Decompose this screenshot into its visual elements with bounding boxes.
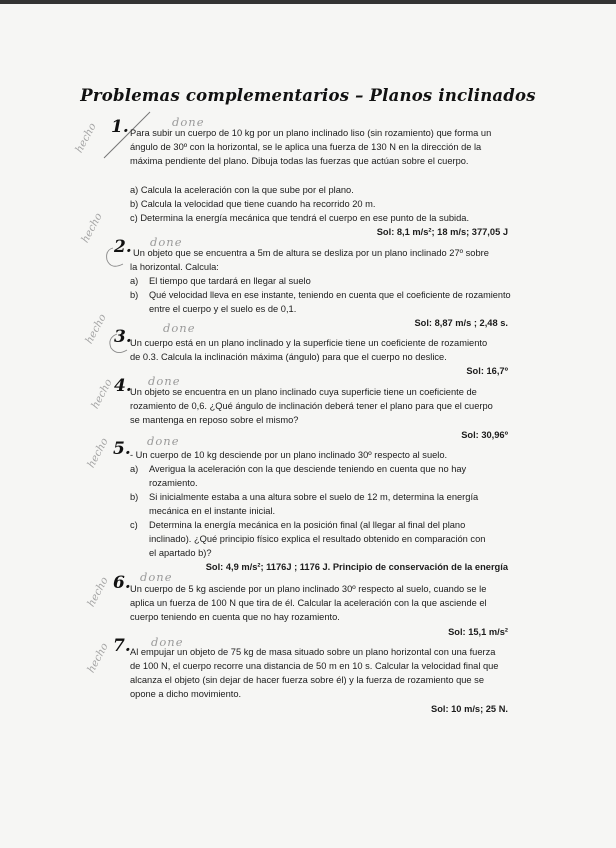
problem-5-item-a-cont: rozamiento. <box>149 478 198 488</box>
problem-2-label-b: b) <box>130 290 139 300</box>
handwritten-hecho-6: hecho <box>85 575 111 609</box>
problem-5-item-c-cont-2: el apartado b)? <box>149 548 212 558</box>
problem-2-item-b-cont: entre el cuerpo y el suelo es de 0,1. <box>149 304 297 314</box>
problem-7-line-2: de 100 N, el cuerpo recorre una distancia de 50 m en 10 s. Calcular la velocidad final que <box>130 661 499 671</box>
problem-2-line-1: Un objeto que se encuentra a 5m de altura se desliza por un plano inclinado 27º sobre <box>133 248 489 258</box>
problem-7-line-1: Al empujar un objeto de 75 kg de masa situado sobre un plano horizontal con una fuerza <box>130 647 496 657</box>
handwritten-done-3: done <box>163 321 196 335</box>
problem-number-7: 7. <box>113 636 131 656</box>
problem-1-solution: Sol: 8,1 m/s²; 18 m/s; 377,05 J <box>376 227 508 237</box>
problem-5-line-1: - Un cuerpo de 10 kg desciende por un plano inclinado 30º respecto al suelo. <box>130 450 448 460</box>
problem-5-item-b: Si inicialmente estaba a una altura sobre el suelo de 12 m, determina la energía <box>149 492 479 502</box>
handwritten-hecho-1: hecho <box>73 121 99 155</box>
page-title: Problemas complementarios – Planos inclinados <box>80 86 536 105</box>
problem-6-line-3: cuerpo teniendo en cuenta que no hay rozamiento. <box>130 612 340 622</box>
problem-5-item-c: Determina la energía mecánica en la posición final (al llegar al final del plano <box>149 520 466 530</box>
problem-3-line-2: de 0.3. Calcula la inclinación máxima (ángulo) para que el cuerpo no deslice. <box>130 352 447 362</box>
problem-number-6: 6. <box>113 573 131 593</box>
problem-1-item-c: c) Determina la energía mecánica que tendrá el cuerpo en ese punto de la subida. <box>130 213 470 223</box>
problem-4-line-1: Un objeto se encuentra en un plano inclinado cuya superficie tiene un coeficiente de <box>130 387 477 397</box>
problem-number-3: 3. <box>114 327 132 347</box>
problem-1-line-1: Para subir un cuerpo de 10 kg por un plano inclinado liso (sin rozamiento) que forma un <box>130 128 492 138</box>
problem-number-5: 5. <box>113 439 131 459</box>
problem-7-line-3: alcanza el objeto (sin dejar de hacer fuerza sobre él) y la fuerza de rozamiento que se <box>130 675 484 685</box>
handwritten-hecho-2: hecho <box>79 211 105 245</box>
problem-6-solution: Sol: 15,1 m/s² <box>448 627 508 637</box>
problem-5-label-b: b) <box>130 492 139 502</box>
problem-5-item-a: Averigua la aceleración con la que desciende teniendo en cuenta que no hay <box>149 464 467 474</box>
handwritten-hecho-3: hecho <box>83 312 109 346</box>
problem-7-line-4: opone a dicho movimiento. <box>130 689 242 699</box>
problem-6-line-2: aplica un fuerza de 100 N que tira de él. Calcular la aceleración con la que asciende el <box>130 598 487 608</box>
problem-number-2: 2. <box>114 237 132 257</box>
problem-1-line-3: máxima pendiente del plano. Dibuja todas las fuerzas que actúan sobre el cuerpo. <box>130 156 469 166</box>
problem-4-line-2: rozamiento de 0,6. ¿Qué ángulo de inclinación deberá tener el plano para que el cuerpo <box>130 401 493 411</box>
problem-3-line-1: Un cuerpo está en un plano inclinado y la superficie tiene un coeficiente de rozamiento <box>130 338 488 348</box>
problem-2-line-2: la horizontal. Calcula: <box>130 262 219 272</box>
problem-4-solution: Sol: 30,96º <box>461 430 508 440</box>
handwritten-done-1: done <box>172 115 205 129</box>
problem-5-label-c: c) <box>130 520 138 530</box>
problem-4-line-3: se mantenga en reposo sobre el mismo? <box>130 415 299 425</box>
problem-2-solution: Sol: 8,87 m/s ; 2,48 s. <box>414 318 508 328</box>
handwritten-done-7: done <box>151 635 184 649</box>
handwritten-done-2: done <box>150 235 183 249</box>
problem-1-item-a: a) Calcula la aceleración con la que sube por el plano. <box>130 185 354 195</box>
handwritten-hecho-5: hecho <box>85 436 111 470</box>
problem-6-line-1: Un cuerpo de 5 kg asciende por un plano inclinado 30º respecto al suelo, cuando se le <box>130 584 487 594</box>
problem-7-solution: Sol: 10 m/s; 25 N. <box>431 704 508 714</box>
problem-2-label-a: a) <box>130 276 139 286</box>
handwritten-done-5: done <box>147 434 180 448</box>
problem-5-label-a: a) <box>130 464 139 474</box>
problem-2-item-a: El tiempo que tardará en llegar al suelo <box>149 276 311 286</box>
problem-number-4: 4. <box>114 376 132 396</box>
problem-3-solution: Sol: 16,7º <box>466 366 508 376</box>
problem-5-item-c-cont-1: inclinado). ¿Qué principio físico explica el resultado obtenido en comparación con <box>149 534 486 544</box>
problem-2-item-b: Qué velocidad lleva en ese instante, teniendo en cuenta que el coeficiente de rozamiento <box>149 290 511 300</box>
handwritten-hecho-7: hecho <box>85 641 111 675</box>
handwritten-done-4: done <box>148 374 181 388</box>
problem-1-item-b: b) Calcula la velocidad que tiene cuando ha recorrido 20 m. <box>130 199 376 209</box>
problem-5-item-b-cont: mecánica en el instante inicial. <box>149 506 276 516</box>
problem-1-line-2: ángulo de 30º con la horizontal, se le aplica una fuerza de 130 N en la dirección de la <box>130 142 482 152</box>
handwritten-done-6: done <box>140 570 173 584</box>
problem-5-solution: Sol: 4,9 m/s²; 1176J ; 1176 J. Principio de conservación de la energía <box>205 562 508 572</box>
handwritten-hecho-4: hecho <box>89 377 115 411</box>
problem-number-1: 1. <box>111 117 129 137</box>
